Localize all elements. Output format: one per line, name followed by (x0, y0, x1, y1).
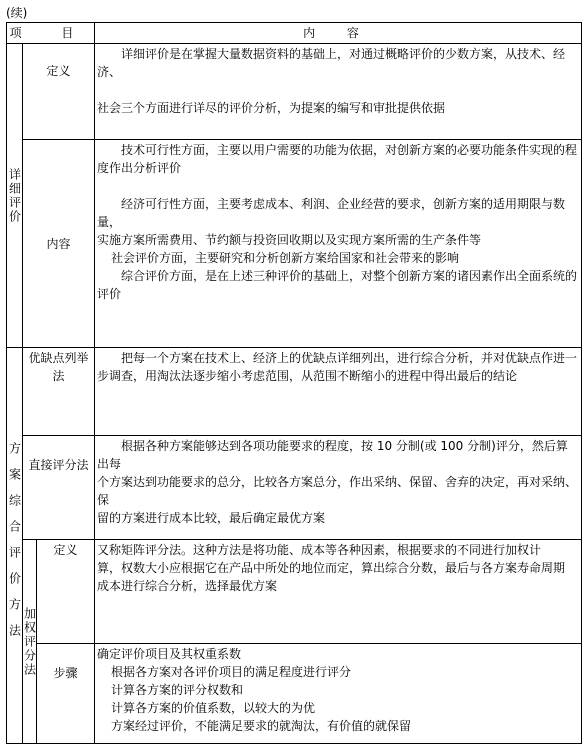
row-content: 技术可行性方面，主要以用户需要的功能为依据，对创新方案的必要功能条件实现的程 度作出分析评价 经济可行性方面，主要考虑成本、利润、企业经营的要求，创新方案的适用期限与数量， 实施方案所需费用、节约额与投资回收期以及实现方案所需的生产条件等 社会评价方面，主要研究和分析创新方案给国家和社会带来的影响 综合评价方面，是在上述三种评价的基础上，对整个创新方案的诸因素作出全面系统的评价 (95, 140, 582, 348)
table-row (7, 44, 582, 140)
continued-label: (续) (6, 6, 28, 20)
row-label: 定义 (37, 540, 95, 644)
row-label: 定义 (23, 44, 95, 140)
table-row (7, 140, 582, 348)
section-label-methods: 方案综合评价方法 (7, 348, 23, 744)
header-content: 内 容 (95, 23, 582, 44)
row-content: 又称矩阵评分法。这种方法是将功能、成本等各种因素，根据要求的不同进行加权计 算，权数大小应根据它在产品中所处的地位而定，算出综合分数，最后与各方案寿命周期 成本进行综合分析，选择最优方案 (95, 540, 582, 644)
row-content: 把每一个方案在技术上、经济上的优缺点详细列出，进行综合分析，并对优缺点作进一 步调查，用淘汰法逐步缩小考虑范围，从范围不断缩小的进程中得出最后的结论 (95, 348, 582, 436)
row-label: 内容 (23, 140, 95, 348)
header-item: 项 目 (7, 23, 95, 44)
table-row (7, 644, 582, 744)
subsection-label-weighted: 加权评分法 (23, 540, 37, 744)
header-row (7, 23, 582, 44)
section-label-detailed: 详细评价 (7, 44, 23, 348)
row-content: 根据各种方案能够达到各项功能要求的程度，按 10 分制(或 100 分制)评分，然后算出每 个方案达到功能要求的总分，比较各方案总分，作出采纳、保留、舍弃的决定，再对采纳、保 留的方案进行成本比较，最后确定最优方案 (95, 436, 582, 540)
row-label: 步骤 (37, 644, 95, 744)
row-content: 确定评价项目及其权重系数 根据各方案对各评价项目的满足程度进行评分 计算各方案的评分权数和 计算各方案的价值系数，以较大的为优 方案经过评价，不能满足要求的就淘汰，有价值的就保留 (95, 644, 582, 744)
row-label: 优缺点列举法 (23, 348, 95, 436)
table-row (7, 348, 582, 436)
table-row (7, 436, 582, 540)
table-row (7, 540, 582, 644)
row-label: 直接评分法 (23, 436, 95, 540)
row-content: 详细评价是在掌握大量数据资料的基础上，对通过概略评价的少数方案，从技术、经济、 社会三个方面进行详尽的评价分析，为提案的编写和审批提供依据 (95, 44, 582, 140)
evaluation-table (6, 22, 582, 744)
